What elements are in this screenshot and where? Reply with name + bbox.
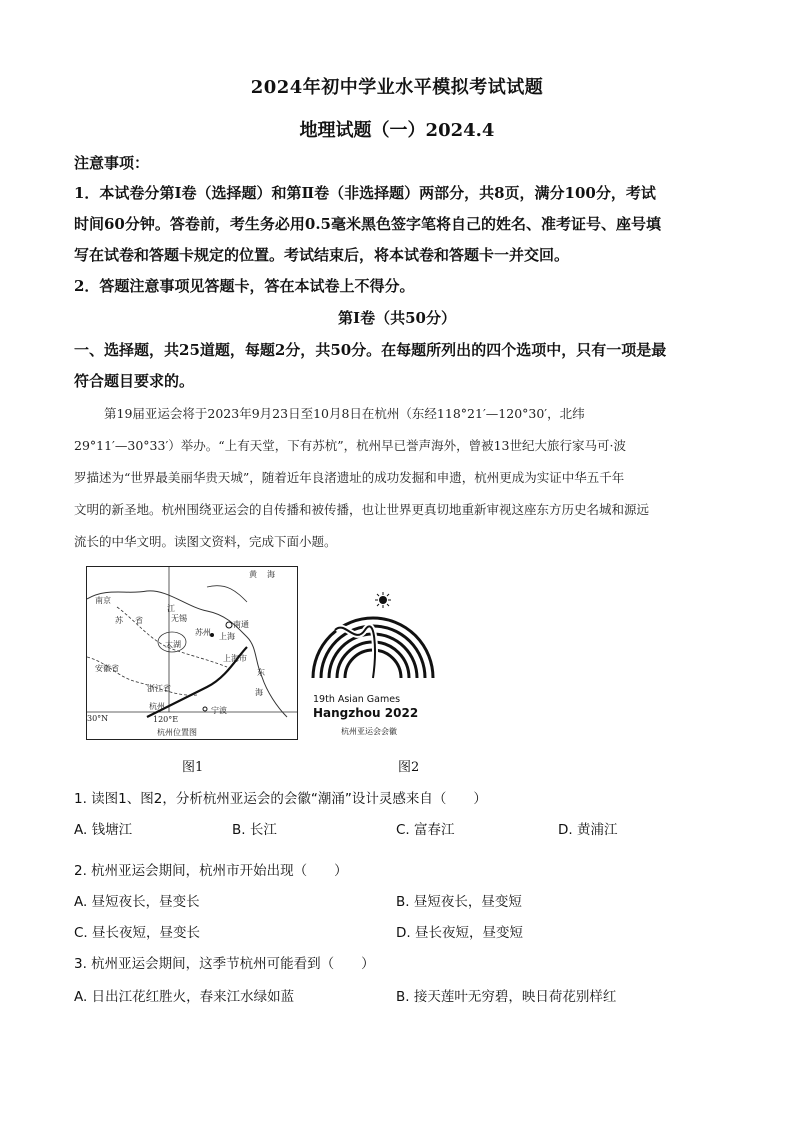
map-label: 苏 (115, 616, 123, 625)
map-label: 太湖 (165, 640, 181, 649)
exam-subtitle: 地理试题（一）2024.4 (299, 120, 495, 141)
notice-heading: 注意事项： (74, 154, 150, 172)
question-2-option-c[interactable]: C. 昼长夜短，昼变长 (74, 925, 201, 941)
exam-title: 2024年初中学业水平模拟考试试题 (250, 77, 544, 98)
passage-line: 文明的新圣地。杭州围绕亚运会的自传播和被传播，也让世界更真切地重新审视这座东方历史名城和源远 (74, 502, 650, 517)
map-label: 江 (167, 604, 175, 613)
logo-text-games: 19th Asian Games (313, 694, 401, 705)
question-1-option-b[interactable]: B. 长江 (232, 822, 277, 838)
passage-line: 流长的中华文明。读图文资料，完成下面小题。 (74, 534, 337, 549)
question-1-stem: 1. 读图1、图2，分析杭州亚运会的会徽“潮涌”设计灵感来自（ ） (74, 791, 487, 807)
map-label: 海 (255, 688, 263, 697)
question-2-option-d[interactable]: D. 昼长夜短，昼变短 (396, 925, 523, 941)
map-label: 省 (135, 616, 143, 625)
figure-2-label: 图2 (398, 760, 420, 775)
notice-line: 时间60分钟。答卷前，考生务必用0.5毫米黑色签字笔将自己的姓名、准考证号、座号填 (74, 215, 661, 233)
notice-line: 写在试卷和答题卡规定的位置。考试结束后，将本试卷和答题卡一并交回。 (74, 246, 570, 264)
map-label: 30°N (87, 714, 109, 723)
map-label: 海 (267, 570, 275, 579)
map-label: 安徽省 (95, 664, 119, 673)
map-drawing (87, 567, 297, 739)
question-2-option-b[interactable]: B. 昼短夜长，昼变短 (396, 894, 522, 910)
section-title: 第Ⅰ卷（共50分） (338, 309, 456, 327)
map-label: 南通 (233, 620, 249, 629)
logo-caption: 杭州亚运会会徽 (341, 727, 397, 736)
map-label: 120°E (153, 715, 179, 724)
asian-games-logo (305, 590, 440, 740)
map-label: 苏州 (195, 628, 211, 637)
section-instruction: 一、选择题，共25道题，每题2分，共50分。在每题所列出的四个选项中，只有一项是最 (74, 341, 667, 359)
notice-line: 1．本试卷分第Ⅰ卷（选择题）和第Ⅱ卷（非选择题）两部分，共8页，满分100分，考试 (74, 184, 656, 202)
question-3-option-b[interactable]: B. 接天莲叶无穷碧，映日荷花别样红 (396, 989, 617, 1005)
map-label: 东 (257, 668, 265, 677)
question-3-option-a[interactable]: A. 日出江花红胜火，春来江水绿如蓝 (74, 989, 295, 1005)
passage-line: 第19届亚运会将于2023年9月23日至10月8日在杭州（东经118°21′—120°30′，北纬 (104, 406, 585, 421)
map-label: 上海 (219, 632, 235, 641)
logo-text-city: Hangzhou 2022 (313, 706, 419, 720)
map-label: 上海市 (223, 654, 247, 663)
question-2-option-a[interactable]: A. 昼短夜长，昼变长 (74, 894, 200, 910)
map-label: 宁波 (211, 706, 227, 715)
question-2-stem: 2. 杭州亚运会期间，杭州市开始出现（ ） (74, 863, 348, 879)
hangzhou-location-map (86, 566, 298, 740)
map-label: 杭州 (149, 702, 165, 711)
logo-emblem (305, 590, 440, 695)
map-label: 浙江省 (147, 684, 171, 693)
question-3-stem: 3. 杭州亚运会期间，这季节杭州可能看到（ ） (74, 956, 375, 972)
notice-line: 2．答题注意事项见答题卡，答在本试卷上不得分。 (74, 277, 415, 295)
section-instruction: 符合题目要求的。 (74, 372, 195, 390)
map-label: 南京 (95, 596, 111, 605)
sun-icon (375, 592, 391, 608)
passage-line: 罗描述为“世界最美丽华贵天城”，随着近年良渚遗址的成功发掘和申遗，杭州更成为实证中华五千年 (74, 470, 625, 485)
question-1-option-c[interactable]: C. 富春江 (396, 822, 455, 838)
question-1-option-a[interactable]: A. 钱塘江 (74, 822, 133, 838)
figure-1-label: 图1 (182, 760, 204, 775)
map-caption: 杭州位置图 (157, 728, 197, 737)
question-1-option-d[interactable]: D. 黄浦江 (558, 822, 618, 838)
passage-line: 29°11′—30°33′）举办。“上有天堂，下有苏杭”，杭州早已誉声海外，曾被13世纪大旅行家马可·波 (74, 438, 626, 453)
map-label: 黄 (249, 570, 257, 579)
map-label: 无锡 (171, 614, 187, 623)
